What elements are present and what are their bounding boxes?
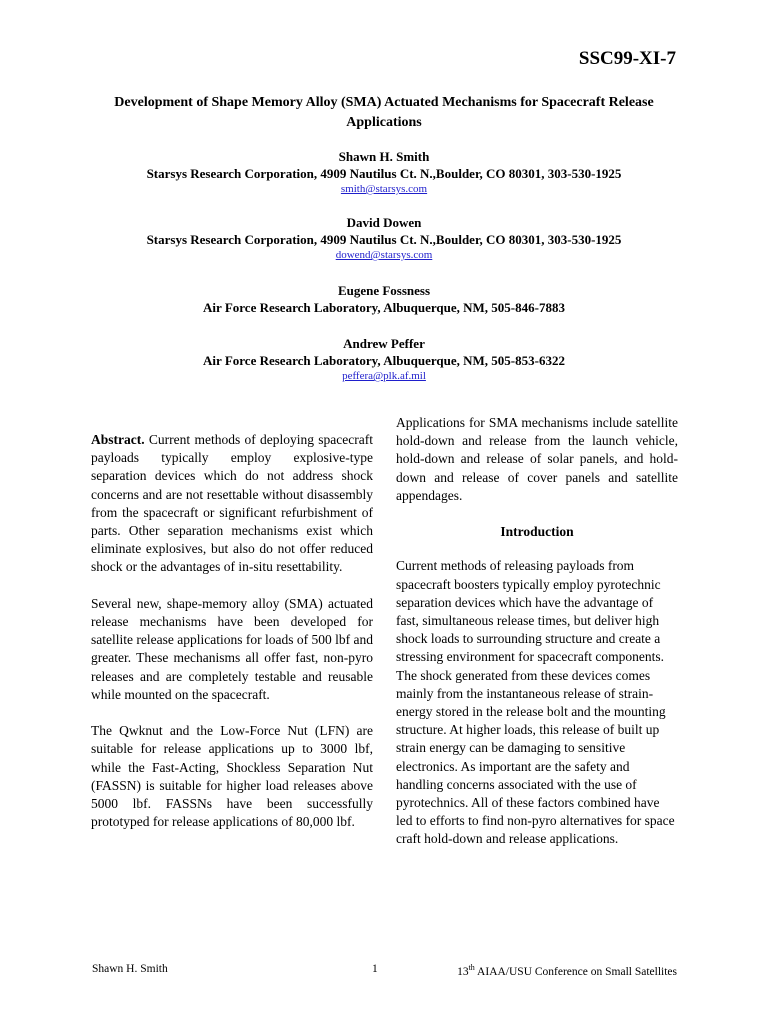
author-name: David Dowen xyxy=(346,215,422,230)
body-paragraph: The Qwknut and the Low-Force Nut (LFN) are suitable for release applications up to 3000 lbf, while the Fast-Acting, Shockless Separation Nut (FASSN) is suitable for higher load releases above 5000 lbf. FASSNs have been successfully prototyped for release applications of 80,000 lbf. xyxy=(91,723,373,830)
conf-text: AIAA/USU Conference on Small Satellites xyxy=(474,965,677,978)
abstract-label: Abstract. xyxy=(91,432,145,447)
title-line-1: Development of Shape Memory Alloy (SMA) Actuated Mechanisms for Spacecraft Release xyxy=(114,95,654,110)
author-affiliation: Air Force Research Laboratory, Albuquerque, NM, 505-846-7883 xyxy=(203,300,565,315)
body-paragraph: Applications for SMA mechanisms include satellite hold-down and release from the launch vehicle, hold-down and release of solar panels, and hold-down and release of cover panels and satellite appendages. xyxy=(396,415,678,503)
author-block-1 xyxy=(80,148,688,197)
author-name: Eugene Fossness xyxy=(337,283,431,298)
author-affiliation: Air Force Research Laboratory, Albuquerque, NM, 505-853-6322 xyxy=(203,353,565,368)
section-heading: Introduction xyxy=(500,524,574,540)
right-column xyxy=(396,414,678,867)
abstract-text: Current methods of deploying spacecraft payloads typically employ explosive-type separation devices which do not address shock concerns and are not resettable without disassembly from the spacecraft or significant refurbishment of parts. Other separation mechanisms exist which eliminate explosives, but also do not offer reduced shock or the advantages of in-situ resettability. xyxy=(91,432,374,575)
paper-title xyxy=(80,93,688,133)
left-column xyxy=(91,431,373,850)
title-line-2: Applications xyxy=(346,115,422,130)
page-number: 1 xyxy=(372,963,378,975)
body-paragraph: Current methods of releasing payloads from spacecraft boosters typically employ pyrotechnic separation devices which have the advantage of fast, simultaneous release times, but deliver high shock loads to surrounding structure and create a stressing environment for spacecraft components. The shock generated from these devices comes mainly from the instantaneous release of strain-energy stored in the release bolt and the mounting structure. At higher loads, this release of built up strain energy can be damaging to sensitive electronics. As important are the safety and handling concerns associated with the use of pyrotechnics. All of these factors combined have led to efforts to find non-pyro alternatives for space craft hold-down and release applications. xyxy=(396,558,675,847)
conf-suffix: th xyxy=(468,963,475,972)
paper-id: SSC99-XI-7 xyxy=(578,48,676,69)
author-block-3 xyxy=(80,282,688,316)
author-email-link[interactable]: dowend@starsys.com xyxy=(335,249,433,261)
author-block-2 xyxy=(80,214,688,263)
author-email-link[interactable]: smith@starsys.com xyxy=(340,183,428,195)
footer-author: Shawn H. Smith xyxy=(92,963,168,975)
author-affiliation: Starsys Research Corporation, 4909 Nautilus Ct. N.,Boulder, CO 80301, 303-530-1925 xyxy=(146,232,622,247)
author-name: Andrew Peffer xyxy=(343,336,425,351)
abstract-paragraph xyxy=(91,431,373,577)
body-paragraph: Several new, shape-memory alloy (SMA) actuated release mechanisms have been developed for satellite release applications for loads of 500 lbf and greater. These mechanisms all offer fast, non-pyro releases and are completely testable and reusable while mounted on the spacecraft. xyxy=(91,595,373,702)
author-name: Shawn H. Smith xyxy=(338,149,430,164)
footer-conference xyxy=(457,963,677,978)
conf-number: 13 xyxy=(457,965,469,978)
author-email-link[interactable]: peffera@plk.af.mil xyxy=(342,370,426,382)
author-block-4 xyxy=(80,335,688,384)
author-affiliation: Starsys Research Corporation, 4909 Nautilus Ct. N.,Boulder, CO 80301, 303-530-1925 xyxy=(146,166,622,181)
